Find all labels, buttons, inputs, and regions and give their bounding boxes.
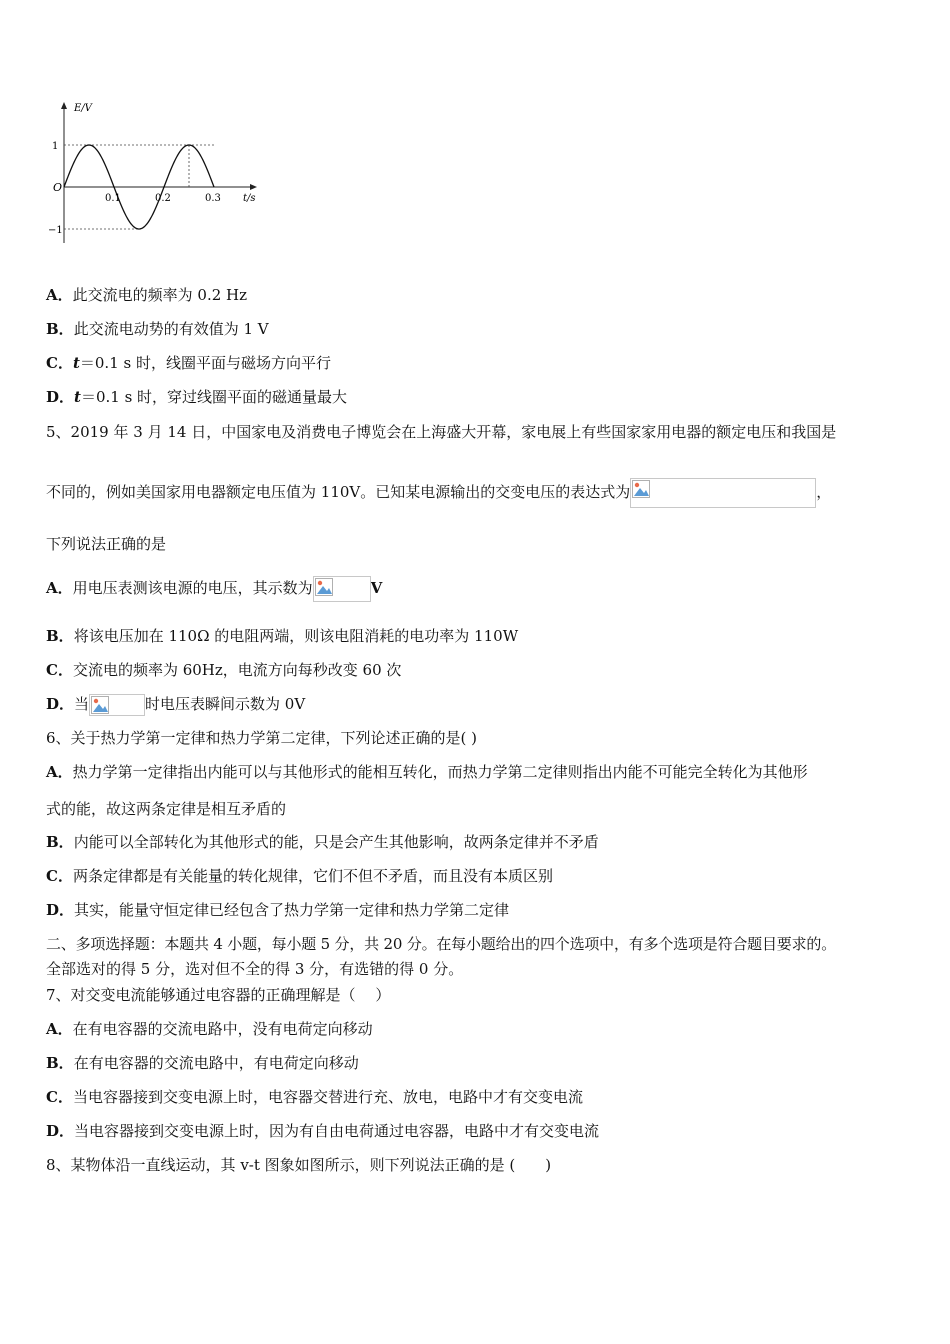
option-text: 两条定律都是有关能量的转化规律，它们不但不矛盾，而且没有本质区别 bbox=[72, 867, 553, 885]
broken-image-icon bbox=[313, 576, 371, 602]
option-label: B． bbox=[46, 1054, 74, 1072]
option-text-pre: 当 bbox=[74, 695, 90, 713]
q7-option-a bbox=[46, 1019, 373, 1039]
option-text: 在有电容器的交流电路中，没有电荷定向移动 bbox=[72, 1020, 373, 1038]
option-label: D． bbox=[46, 695, 75, 713]
broken-image-icon bbox=[89, 694, 145, 716]
y-axis-arrow bbox=[61, 102, 67, 109]
option-text: 时电压表瞬间示数为 0V bbox=[145, 695, 306, 713]
option-text: 其实，能量守恒定律已经包含了热力学第一定律和热力学第二定律 bbox=[74, 901, 510, 919]
option-text: 交流电的频率为 60Hz，电流方向每秒改变 60 次 bbox=[72, 661, 402, 679]
q7-option-d bbox=[46, 1121, 599, 1141]
q5-stem-line-3: 下列说法正确的是 bbox=[46, 535, 167, 553]
option-label: D． bbox=[46, 901, 75, 919]
emf-time-chart bbox=[40, 95, 270, 255]
q5-option-b bbox=[46, 626, 518, 646]
x-tick-label: 0.1 bbox=[105, 193, 121, 204]
option-label: D． bbox=[46, 1122, 75, 1140]
option-label: C． bbox=[46, 867, 73, 885]
q5-option-c bbox=[46, 660, 401, 680]
option-text: 此交流电动势的有效值为 1 V bbox=[73, 320, 269, 338]
option-text: 用电压表测该电源的电压，其示数为 bbox=[72, 579, 313, 597]
option-text: 将该电压加在 110Ω 的电阻两端，则该电阻消耗的电功率为 110W bbox=[73, 627, 519, 645]
unit: V bbox=[370, 579, 383, 597]
variable-t: t bbox=[74, 388, 81, 406]
q8-stem: 8、某物体沿一直线运动，其 v-t 图象如图所示，则下列说法正确的是 ( ) bbox=[46, 1156, 552, 1174]
x-axis-label: t/s bbox=[243, 193, 256, 204]
option-label: D． bbox=[46, 388, 75, 406]
q6-option-c bbox=[46, 866, 553, 886]
q7-option-c bbox=[46, 1087, 583, 1107]
q6-option-b bbox=[46, 832, 599, 852]
option-label: A． bbox=[46, 1020, 73, 1038]
option-label: C． bbox=[46, 661, 73, 679]
option-label: A． bbox=[46, 579, 73, 597]
option-text: 在有电容器的交流电路中，有电荷定向移动 bbox=[73, 1054, 359, 1072]
q4-option-d bbox=[46, 387, 347, 407]
q6-option-d bbox=[46, 900, 509, 920]
option-text: 当电容器接到交变电源上时，电容器交替进行充、放电，电路中才有交变电流 bbox=[72, 1088, 583, 1106]
option-text: ＝0.1 s 时，线圈平面与磁场方向平行 bbox=[79, 354, 331, 372]
q4-option-c bbox=[46, 353, 331, 373]
x-axis-arrow bbox=[250, 184, 257, 190]
option-label: A． bbox=[46, 763, 73, 781]
option-text: 热力学第一定律指出内能可以与其他形式的能相互转化，而热力学第二定律则指出内能不可能完全转化为其他形 bbox=[72, 763, 808, 781]
option-label: C． bbox=[46, 354, 73, 372]
q4-option-a bbox=[46, 285, 247, 305]
option-label: B． bbox=[46, 833, 74, 851]
q5-stem-line-2 bbox=[46, 472, 831, 512]
y-tick-label: 1 bbox=[52, 141, 59, 152]
q7-stem: 7、对交变电流能够通过电容器的正确理解是（ ） bbox=[46, 986, 391, 1004]
section-2-instructions-line-1: 二、多项选择题：本题共 4 小题，每小题 5 分，共 20 分。在每小题给出的四个选项中，有多个选项是符合题目要求的。 bbox=[46, 935, 836, 953]
q5-stem-text: 不同的，例如美国家用电器额定电压值为 110V。已知某电源输出的交变电压的表达式为 bbox=[46, 483, 631, 501]
q6-stem: 6、关于热力学第一定律和热力学第二定律，下列论述正确的是( ) bbox=[46, 729, 478, 747]
q6-option-a-line-2: 式的能，故这两条定律是相互矛盾的 bbox=[46, 800, 287, 818]
y-axis-label: E/V bbox=[74, 103, 92, 114]
y-tick-label: −1 bbox=[48, 225, 63, 236]
q5-stem-line-1: 5、2019 年 3 月 14 日，中国家电及消费电子博览会在上海盛大开幕，家电展上有些国家家用电器的额定电压和我国是 bbox=[46, 423, 837, 441]
q5-stem-end: ， bbox=[816, 483, 832, 501]
q7-option-b bbox=[46, 1053, 359, 1073]
origin-label: O bbox=[53, 181, 63, 194]
option-label: A． bbox=[46, 286, 73, 304]
option-label: C． bbox=[46, 1088, 73, 1106]
x-tick-label: 0.3 bbox=[205, 193, 221, 204]
variable-t: t bbox=[72, 354, 80, 372]
option-text: ＝0.1 s 时，穿过线圈平面的磁通量最大 bbox=[80, 388, 348, 406]
x-tick-label: 0.2 bbox=[155, 193, 171, 204]
option-label: B． bbox=[46, 320, 74, 338]
section-2-instructions-line-2: 全部选对的得 5 分，选对但不全的得 3 分，有选错的得 0 分。 bbox=[46, 960, 464, 978]
option-text: 内能可以全部转化为其他形式的能，只是会产生其他影响，故两条定律并不矛盾 bbox=[73, 833, 599, 851]
q4-option-b bbox=[46, 319, 269, 339]
option-text: 此交流电的频率为 0.2 Hz bbox=[72, 286, 248, 304]
q5-option-a bbox=[46, 568, 382, 608]
option-label: B． bbox=[46, 627, 74, 645]
q5-option-d bbox=[46, 692, 305, 716]
option-text: 当电容器接到交变电源上时，因为有自由电荷通过电容器，电路中才有交变电流 bbox=[74, 1122, 600, 1140]
q6-option-a-line-1 bbox=[46, 762, 808, 782]
broken-image-icon bbox=[630, 478, 816, 508]
